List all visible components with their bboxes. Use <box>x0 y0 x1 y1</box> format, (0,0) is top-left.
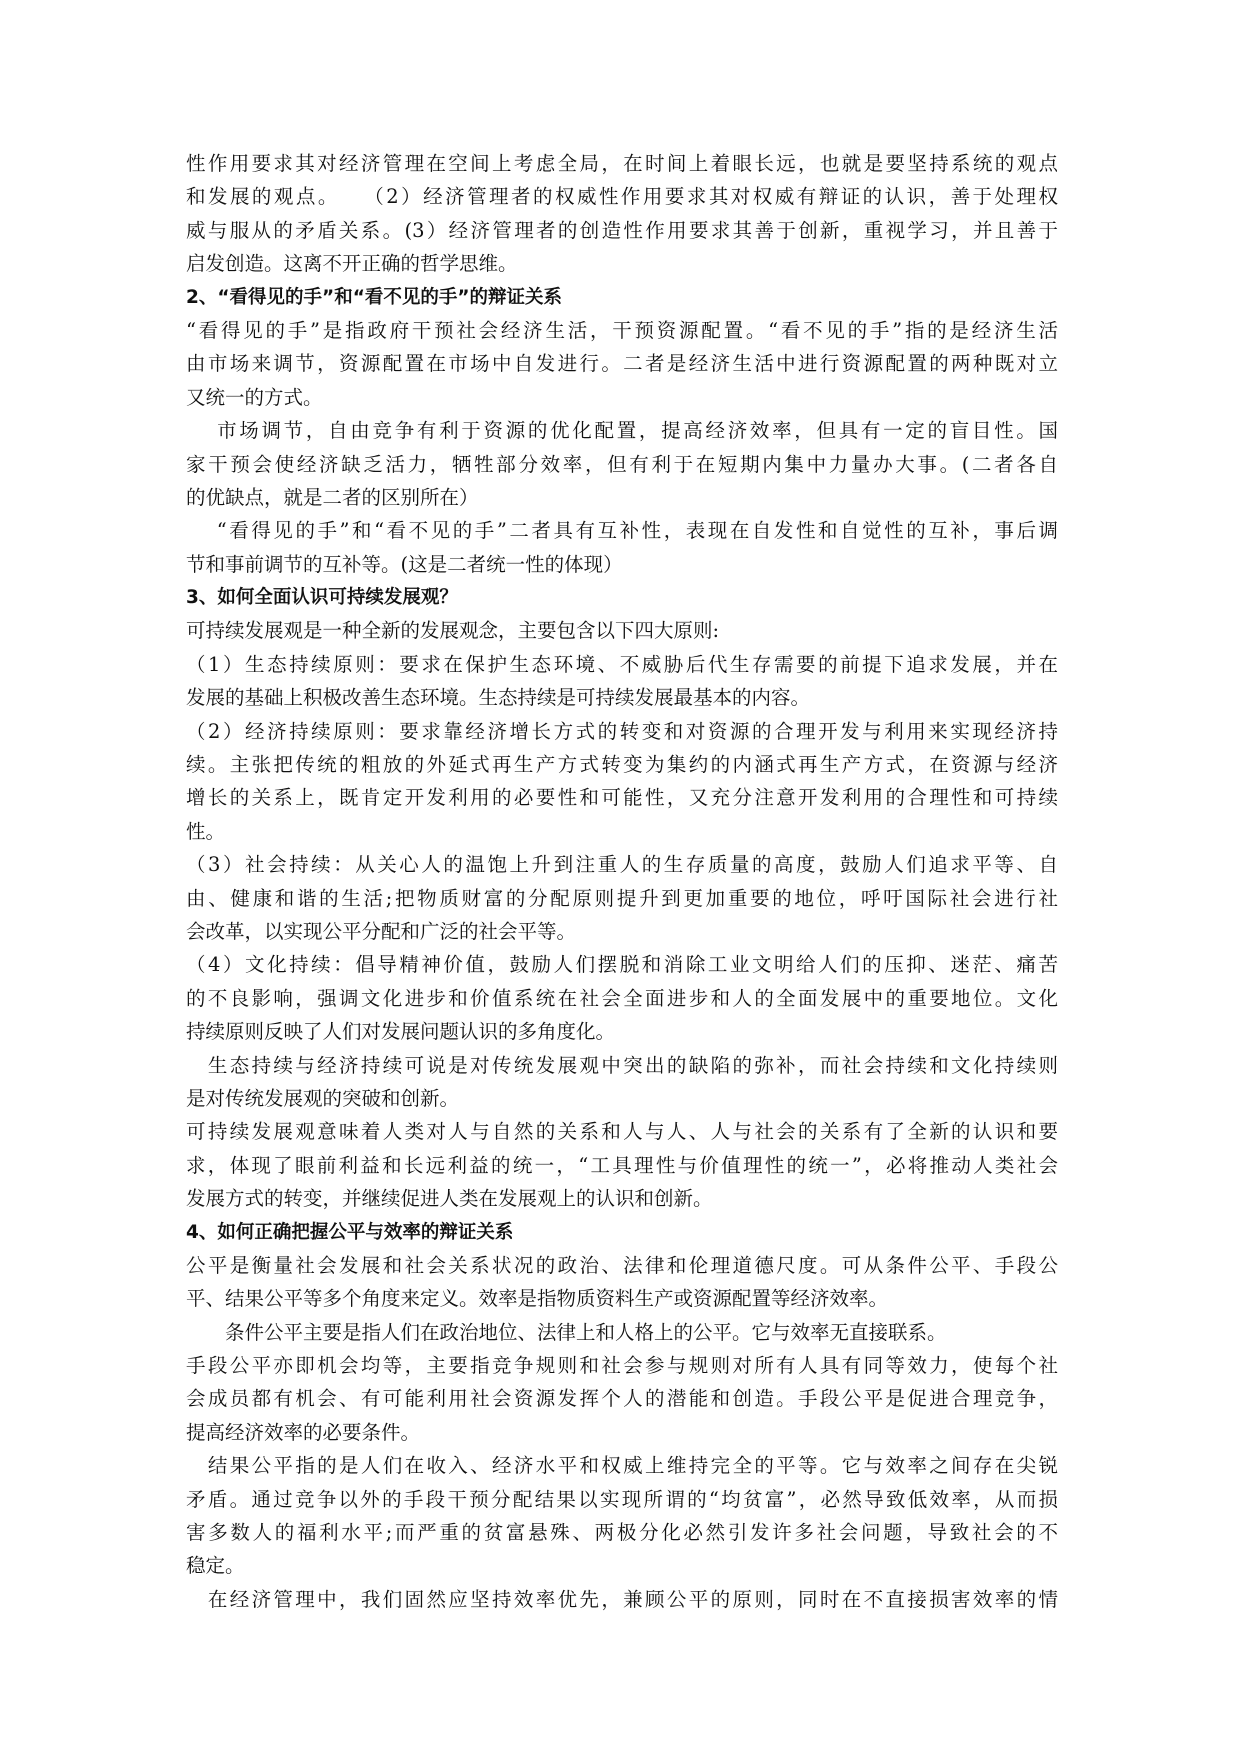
paragraph-line: 由市场来调节，资源配置在市场中自发进行。二者是经济生活中进行资源配置的两种既对立 <box>186 352 1058 376</box>
paragraph-line: 由、健康和谐的生活;把物质财富的分配原则提升到更加重要的地位，呼吁国际社会进行社 <box>186 886 1058 910</box>
paragraph-line: 在经济管理中，我们固然应坚持效率优先，兼顾公平的原则，同时在不直接损害效率的情 <box>186 1587 1058 1611</box>
paragraph-line: （2）经济持续原则：要求靠经济增长方式的转变和对资源的合理开发与利用来实现经济持 <box>186 719 1058 743</box>
paragraph-line: （4）文化持续：倡导精神价值，鼓励人们摆脱和消除工业文明给人们的压抑、迷茫、痛苦 <box>186 953 1058 977</box>
paragraph-line: 和发展的观点。 （2）经济管理者的权威性作用要求其对权威有辩证的认识，善于处理权 <box>186 185 1058 209</box>
paragraph-line: 公平是衡量社会发展和社会关系状况的政治、法律和伦理道德尺度。可从条件公平、手段公 <box>186 1253 1058 1277</box>
paragraph-line: 发展方式的转变，并继续促进人类在发展观上的认识和创新。 <box>186 1187 713 1211</box>
paragraph-line: 会改革，以实现公平分配和广泛的社会平等。 <box>186 919 577 943</box>
paragraph-line: 可持续发展观是一种全新的发展观念，主要包含以下四大原则: <box>186 619 720 643</box>
paragraph-line: （1）生态持续原则：要求在保护生态环境、不威胁后代生存需要的前提下追求发展，并在 <box>186 652 1058 676</box>
paragraph-line: 求，体现了眼前利益和长远利益的统一，“工具理性与价值理性的统一”，必将推动人类社会 <box>186 1153 1058 1177</box>
paragraph-line: 的优缺点，就是二者的区别所在） <box>186 485 479 509</box>
paragraph-line: 节和事前调节的互补等。(这是二者统一性的体现） <box>186 552 623 576</box>
paragraph-line: 可持续发展观意味着人类对人与自然的关系和人与人、人与社会的关系有了全新的认识和要 <box>186 1120 1058 1144</box>
document-page <box>186 147 1058 1616</box>
paragraph-line: 是对传统发展观的突破和创新。 <box>186 1086 460 1110</box>
paragraph-line: 生态持续与经济持续可说是对传统发展观中突出的缺陷的弥补，而社会持续和文化持续则 <box>186 1053 1058 1077</box>
paragraph-line: 发展的基础上积极改善生态环境。生态持续是可持续发展最基本的内容。 <box>186 686 811 710</box>
paragraph-line: 市场调节，自由竞争有利于资源的优化配置，提高经济效率，但具有一定的盲目性。国 <box>186 419 1058 443</box>
paragraph-line: 害多数人的福利水平;而严重的贫富悬殊、两极分化必然引发许多社会问题，导致社会的不 <box>186 1521 1058 1545</box>
paragraph-line: 平、结果公平等多个角度来定义。效率是指物质资料生产或资源配置等经济效率。 <box>186 1287 889 1311</box>
section-heading: 4、如何正确把握公平与效率的辩证关系 <box>186 1221 514 1243</box>
paragraph-line: 的不良影响，强调文化进步和价值系统在社会全面进步和人的全面发展中的重要地位。文化 <box>186 986 1058 1010</box>
section-heading: 3、如何全面认识可持续发展观？ <box>186 587 458 609</box>
paragraph-line: 提高经济效率的必要条件。 <box>186 1420 421 1444</box>
paragraph-line: 威与服从的矛盾关系。(3）经济管理者的创造性作用要求其善于创新，重视学习，并且善于 <box>186 218 1058 242</box>
paragraph-line: 性作用要求其对经济管理在空间上考虑全局，在时间上着眼长远，也就是要坚持系统的观点 <box>186 152 1058 175</box>
paragraph-line: 又统一的方式。 <box>186 385 323 409</box>
paragraph-line: 增长的关系上，既肯定开发利用的必要性和可能性，又充分注意开发利用的合理性和可持续 <box>186 786 1058 810</box>
paragraph-line: 性。 <box>186 819 226 843</box>
paragraph-line: 条件公平主要是指人们在政治地位、法律上和人格上的公平。它与效率无直接联系。 <box>186 1320 947 1344</box>
paragraph-line: 会成员都有机会、有可能利用社会资源发挥个人的潜能和创造。手段公平是促进合理竞争， <box>186 1387 1058 1411</box>
paragraph-line: 结果公平指的是人们在收入、经济水平和权威上维持完全的平等。它与效率之间存在尖锐 <box>186 1454 1058 1478</box>
paragraph-line: 矛盾。通过竞争以外的手段干预分配结果以实现所谓的“均贫富”，必然导致低效率，从而损 <box>186 1487 1058 1511</box>
paragraph-line: 手段公平亦即机会均等，主要指竞争规则和社会参与规则对所有人具有同等效力，使每个社 <box>186 1354 1058 1378</box>
section-heading: 2、“看得见的手”和“看不见的手”的辩证关系 <box>186 286 563 308</box>
paragraph-line: 续。主张把传统的粗放的外延式再生产方式转变为集约的内涵式再生产方式，在资源与经济 <box>186 753 1058 777</box>
paragraph-line: 家干预会使经济缺乏活力，牺牲部分效率，但有利于在短期内集中力量办大事。(二者各自 <box>186 452 1058 476</box>
paragraph-line: 启发创造。这离不开正确的哲学思维。 <box>186 252 518 276</box>
paragraph-line: 稳定。 <box>186 1554 245 1578</box>
paragraph-line: “看得见的手”是指政府干预社会经济生活，干预资源配置。“看不见的手”指的是经济生活 <box>186 318 1058 342</box>
paragraph-line: （3）社会持续：从关心人的温饱上升到注重人的生存质量的高度，鼓励人们追求平等、自 <box>186 853 1058 877</box>
paragraph-line: 持续原则反映了人们对发展问题认识的多角度化。 <box>186 1020 616 1044</box>
paragraph-line: “看得见的手”和“看不见的手”二者具有互补性，表现在自发性和自觉性的互补，事后调 <box>186 519 1058 543</box>
